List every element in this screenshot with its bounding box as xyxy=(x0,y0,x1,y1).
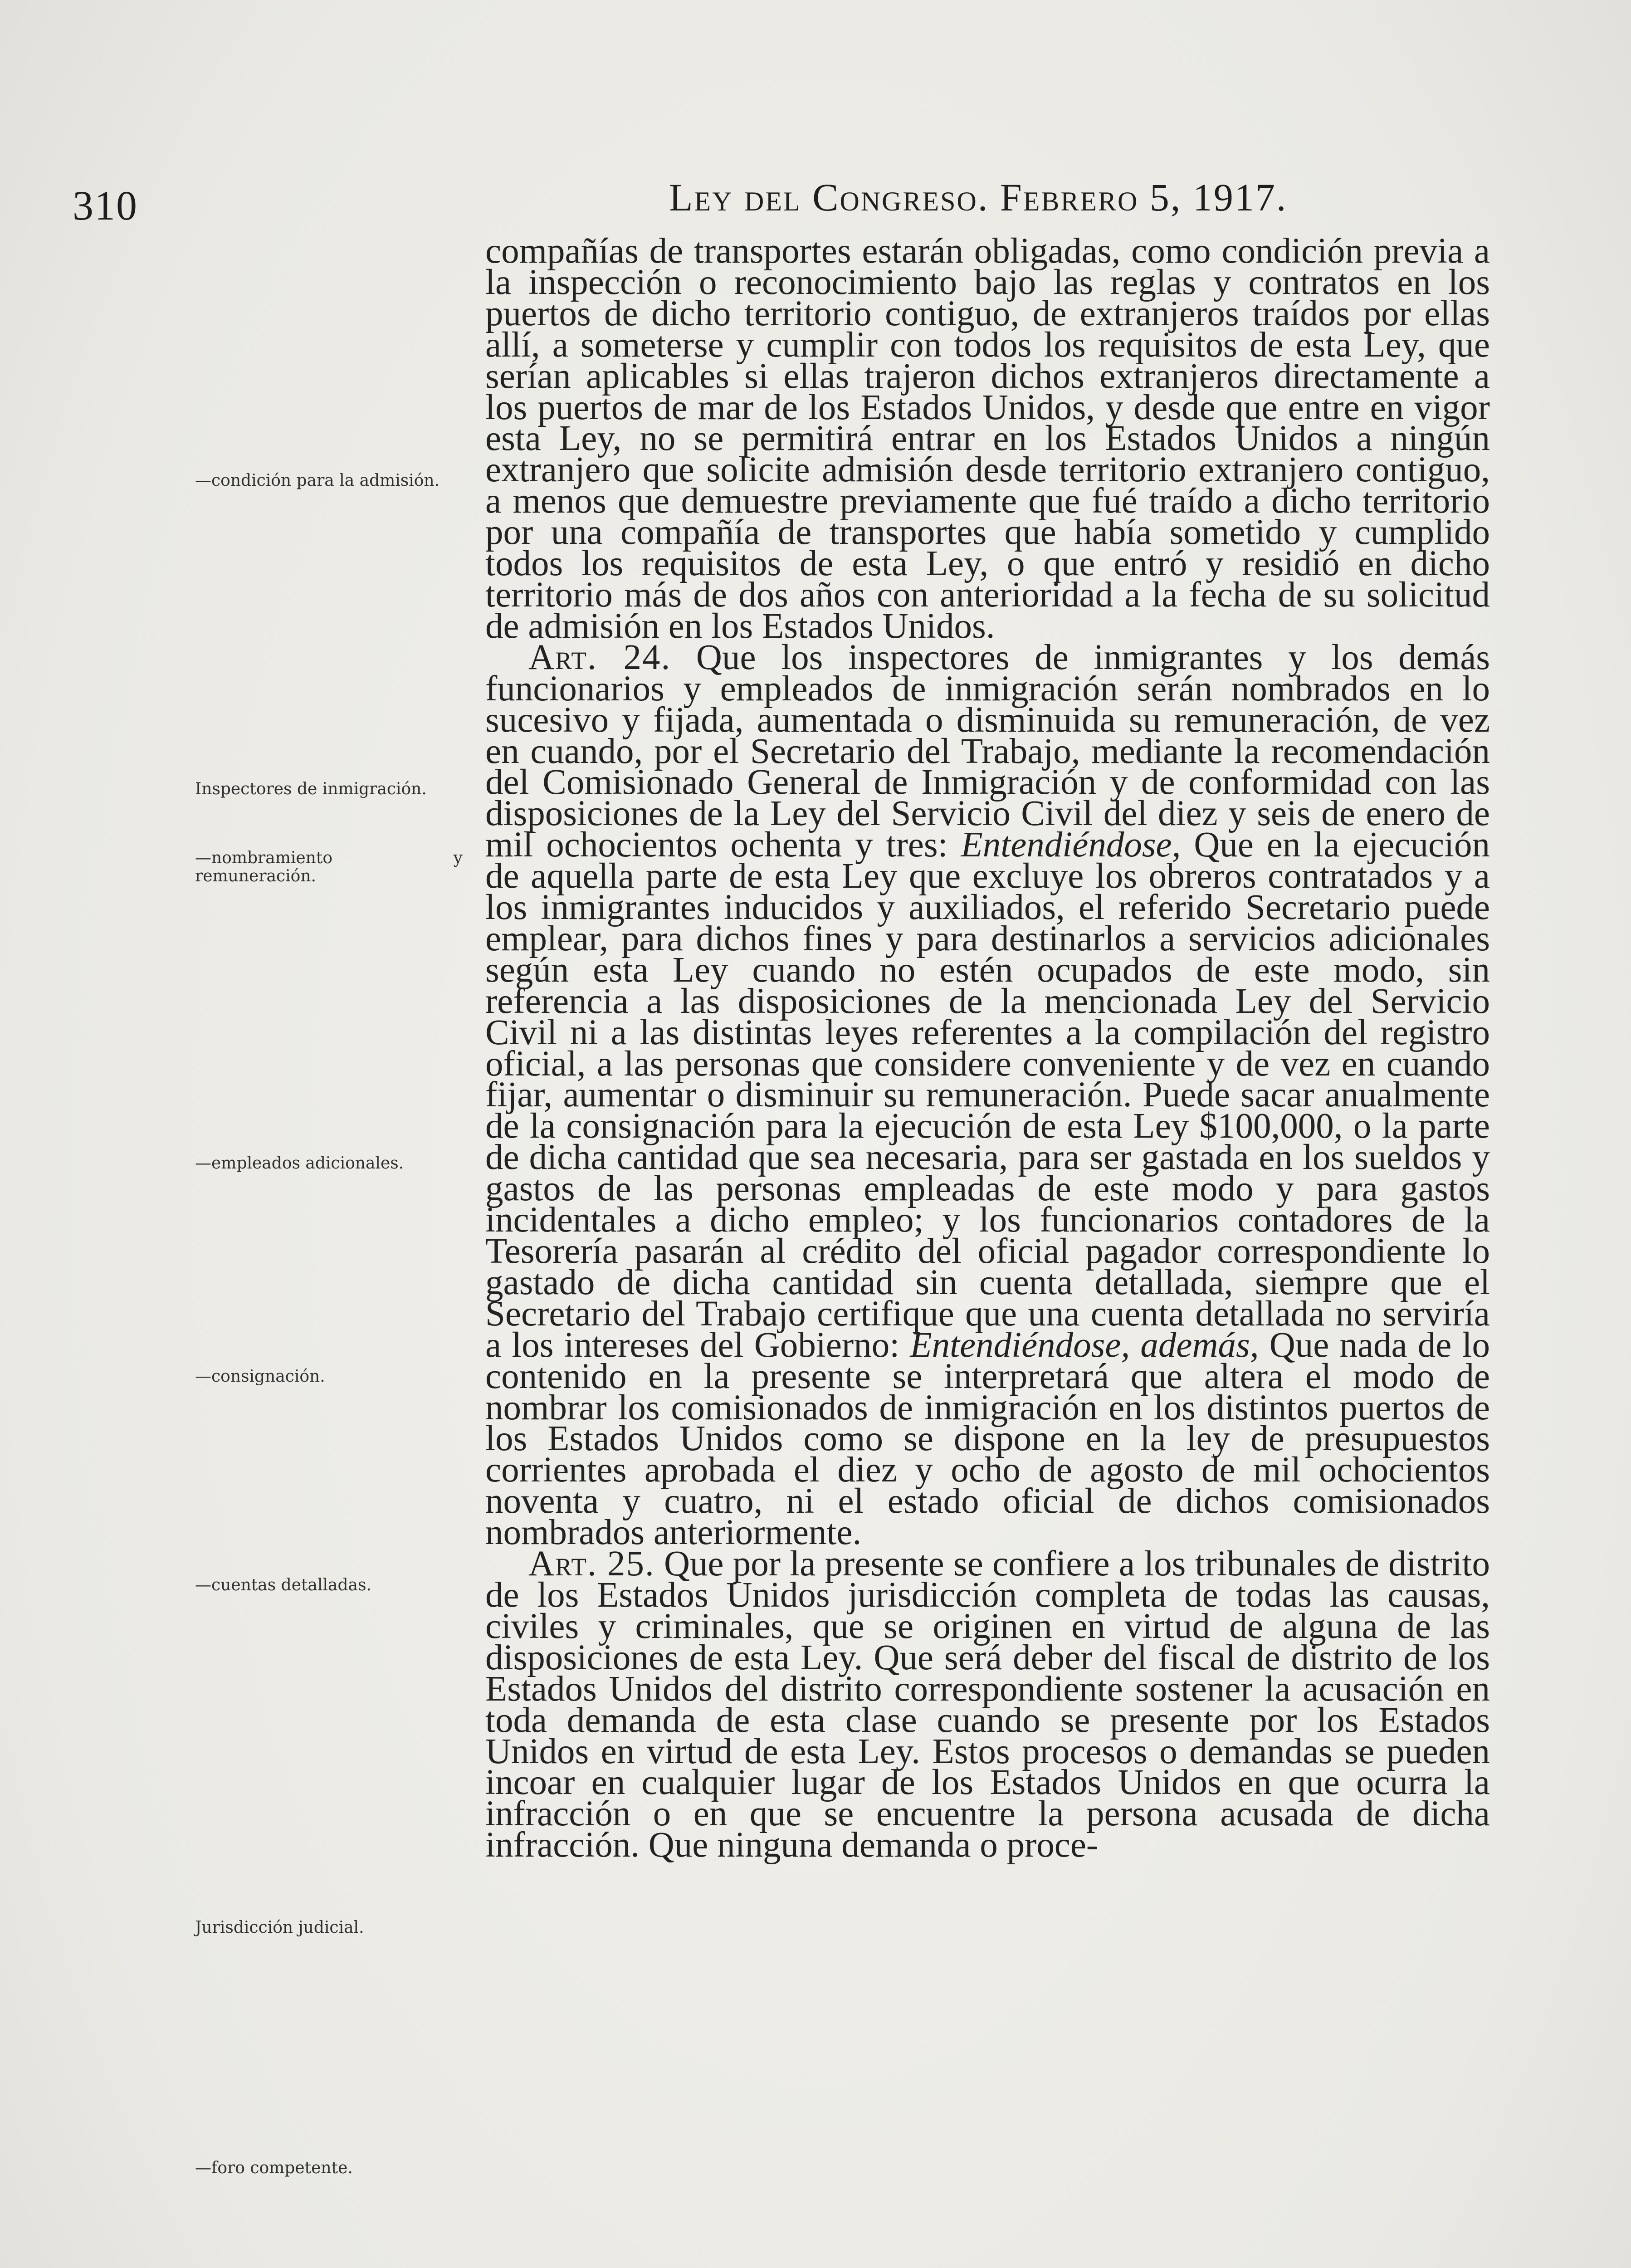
paragraph-art-24 xyxy=(485,637,1490,1553)
margin-note-consignacion: —consignación. xyxy=(195,1367,325,1386)
page-number: 310 xyxy=(73,182,138,229)
article-25-label: Art. 25. xyxy=(528,1544,655,1584)
running-head: Ley del Congreso. Febrero 5, 1917. xyxy=(669,176,1288,219)
margin-note-jurisdiccion: Jurisdicción judicial. xyxy=(195,1918,364,1937)
art-24-text-a: Que los inspectores de inmigrantes y los demás funcionarios y empleados de inmigración serán nombrados en lo sucesivo y fijada, aumentada o disminuida su remuneración, de vez en cuando, por el Secretario del Trabajo, mediante la recomendación del Comisionado General de Inmigración y de conformidad con las disposiciones de la Ley del Servicio Civil del diez y seis de enero de mil ochocientos ochenta y tres: xyxy=(485,637,1490,865)
margin-note-condicion: —condición para la admisión. xyxy=(195,471,440,490)
margin-note-foro: —foro competente. xyxy=(195,2159,353,2177)
margin-note-empleados: —empleados adicionales. xyxy=(195,1154,404,1173)
margin-note-inspectores: Inspectores de inmigración. xyxy=(195,780,427,798)
art-24-italic-1: Entendiéndose, xyxy=(961,825,1181,865)
art-24-text-c: Que nada de lo contenido en la presente se interpretará que altera el modo de nombrar los comisionados de inmigración en los distintos puertos de los Estados Unidos como se dispone en la ley de presupuestos corrientes aprobada el diez y ocho de agosto de mil ochocientos noventa y cuatro, ni el estado oficial de dichos comisionados nombrados anteriormente. xyxy=(485,1325,1490,1553)
art-24-text-b: Que en la ejecución de aquella parte de esta Ley que excluye los obreros contratados y a los inmigrantes inducidos y auxiliados, el referido Secretario puede emplear, para dichos fines y para destinarlos a servicios adicionales según esta Ley cuando no estén ocupados de este modo, sin referencia a las disposiciones de la mencionada Ley del Servicio Civil ni a las distintas leyes referentes a la compilación del registro oficial, a las personas que considere conveniente y de vez en cuando fijar, aumentar o disminuir su remuneración. Puede sacar anualmente de la consignación para la ejecución de esta Ley $100,000, o la parte de dicha cantidad que sea necesaria, para ser gastada en los sueldos y gastos de las personas empleadas de este modo y para gastos incidentales a dicho empleo; y los funcionarios contadores de la Tesorería pasarán al crédito del oficial pagador correspondiente lo gastado de dicha cantidad sin cuenta detallada, siempre que el Secretario del Trabajo certifique que una cuenta detallada no serviría a los intereses del Gobierno: xyxy=(485,825,1490,1365)
art-24-italic-2: Entendiéndose, además, xyxy=(910,1325,1259,1365)
margin-note-nombramiento: —nombramiento y remuneración. xyxy=(195,849,463,885)
art-25-text: Que por la presente se confiere a los tribunales de distrito de los Estados Unidos jurisdicción completa de todas las causas, civiles y criminales, que se originen en virtud de alguna de las disposiciones de esta Ley. Que será deber del fiscal de distrito de los Estados Unidos del distrito correspondiente sostener la acusación en toda demanda de esta clase cuando se presente por los Estados Unidos en virtud de esta Ley. Estos procesos o demandas se pueden incoar en cualquier lugar de los Estados Unidos en que ocurra la infracción o en que se encuentre la persona acusada de dicha infracción. Que ninguna demanda o proce- xyxy=(485,1544,1490,1865)
paragraph-art-25 xyxy=(485,1544,1490,1865)
paragraph-continuation: compañías de transportes estarán obligadas, como condición previa a la inspección o reconocimiento bajo las reglas y contratos en los puertos de dicho territorio contiguo, de extranjeros traídos por ellas allí, a someterse y cumplir con todos los requisitos de esta Ley, que serían aplicables si ellas trajeron dichos extranjeros directamente a los puertos de mar de los Estados Unidos, y desde que entre en vigor esta Ley, no se permitirá entrar en los Estados Unidos a ningún extranjero que solicite admisión desde territorio extranjero contiguo, a menos que demuestre previamente que fué traído a dicho territorio por una compañía de transportes que había sometido y cumplido todos los requisitos de esta Ley, o que entró y residió en dicho territorio más de dos años con anterioridad a la fecha de su solicitud de admisión en los Estados Unidos. xyxy=(485,231,1490,646)
article-24-label: Art. 24. xyxy=(528,637,671,677)
body-text xyxy=(485,231,1490,1865)
margin-note-cuentas: —cuentas detalladas. xyxy=(195,1576,371,1594)
